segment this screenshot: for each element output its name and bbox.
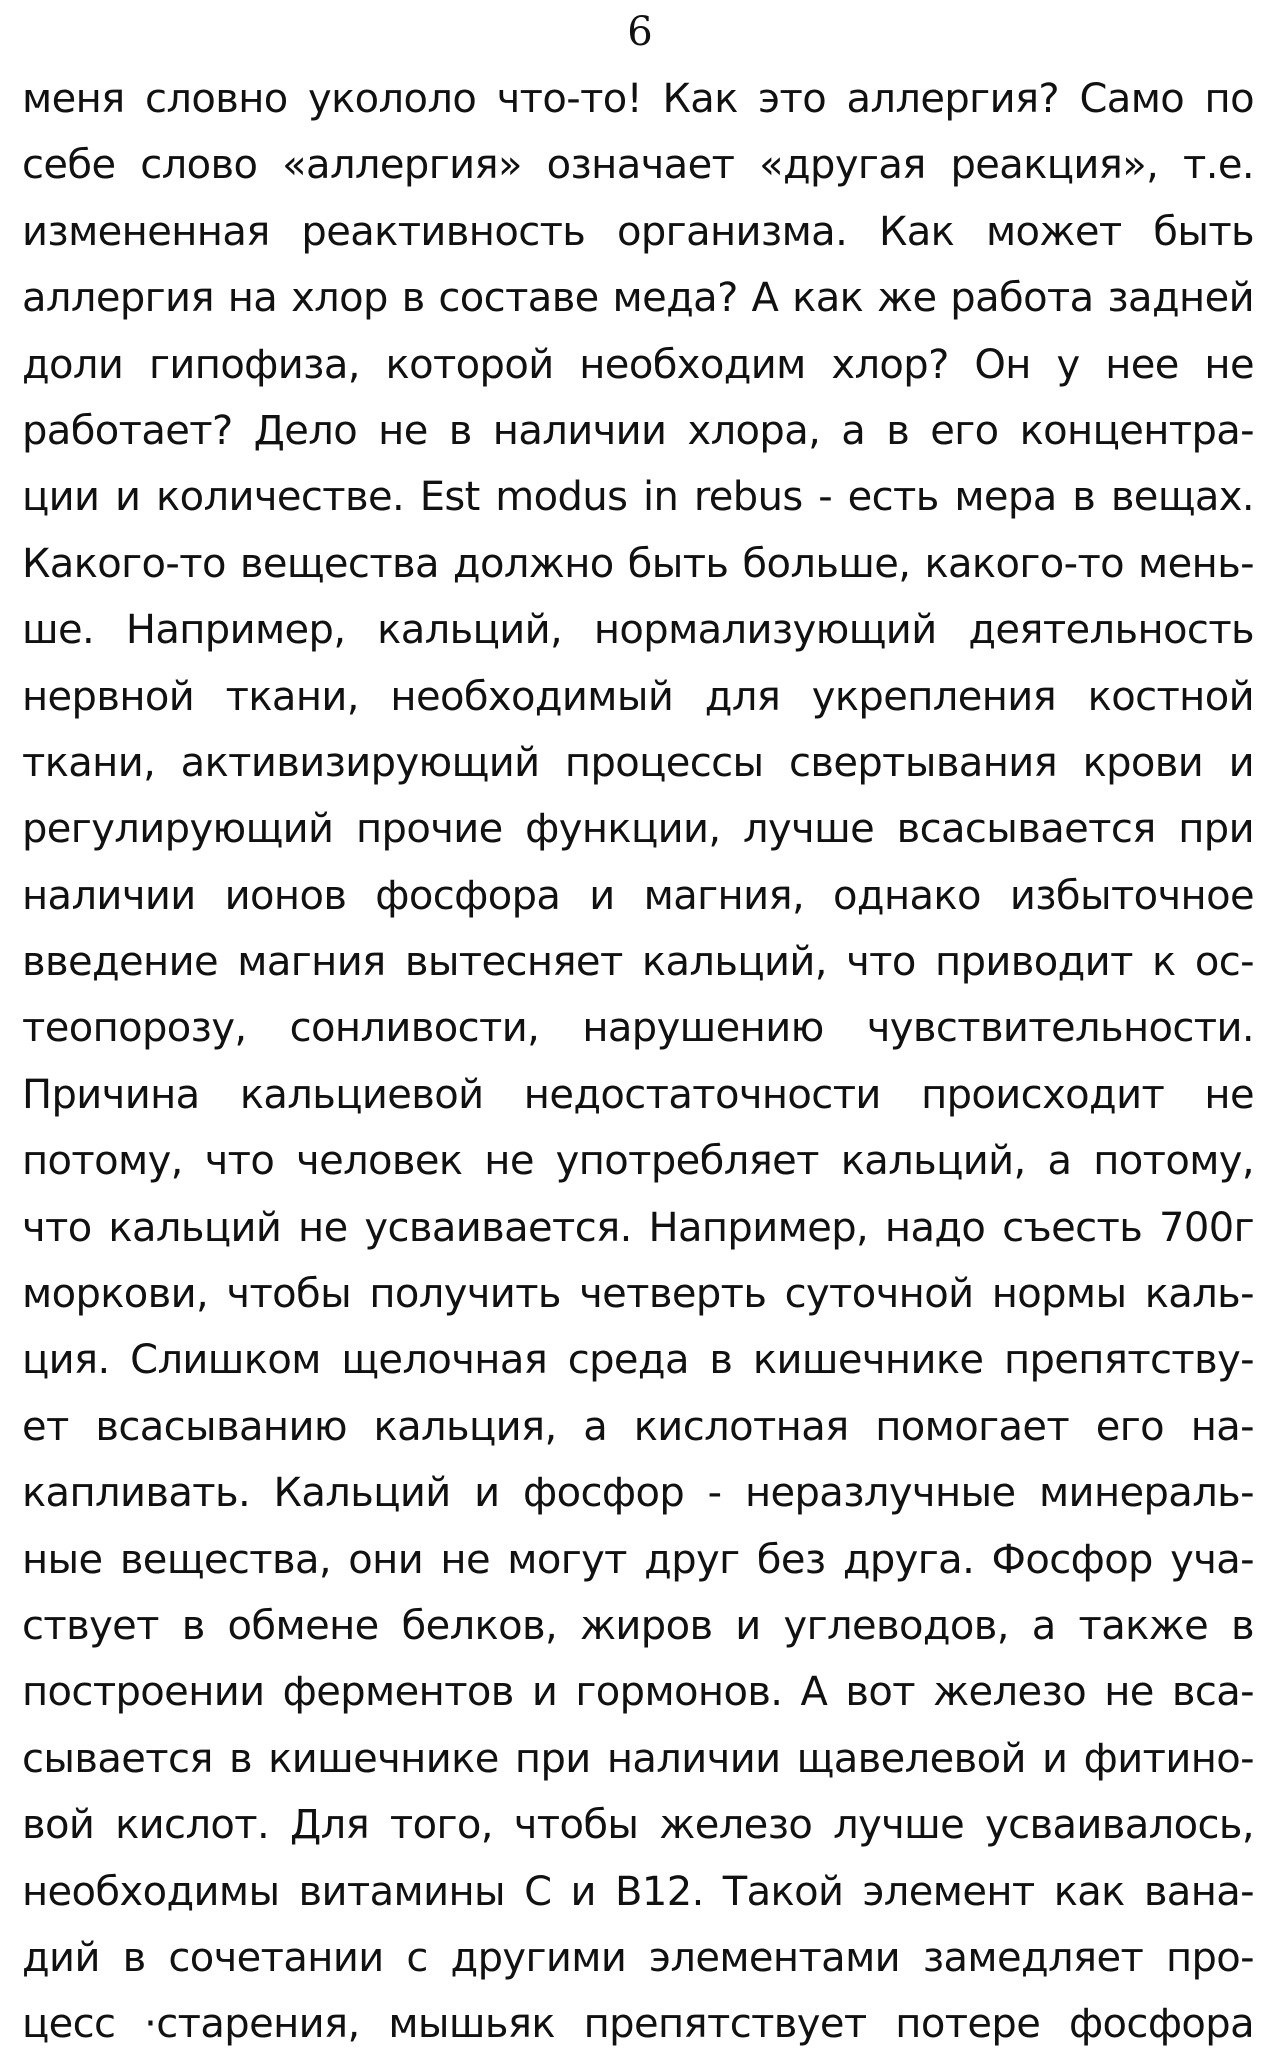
text-line: цесс ·старения, мышьяк препятствует потере фосфора: [22, 2001, 1254, 2048]
text-line: ные вещества, они не могут друг без друга. Фосфор уча-: [22, 1536, 1254, 1583]
text-line: что кальций не усваивается. Например, надо съесть 700г: [22, 1204, 1254, 1251]
text-line: ше. Например, кальций, нормализующий деятельность: [22, 607, 1254, 654]
text-line: ет всасыванию кальция, а кислотная помогает его на-: [22, 1403, 1254, 1450]
text-line: аллергия на хлор в составе меда? А как же работа задней: [22, 275, 1254, 322]
text-line: работает? Дело не в наличии хлора, а в его концентра-: [22, 407, 1254, 454]
text-line: ткани, активизирующий процессы свертывания крови и: [22, 739, 1254, 786]
text-line: введение магния вытесняет кальций, что приводит к ос-: [22, 939, 1254, 986]
text-line: себе слово «аллергия» означает «другая реакция», т.е.: [22, 142, 1254, 189]
text-line: ция. Слишком щелочная среда в кишечнике препятству-: [22, 1337, 1254, 1384]
text-line: дий в сочетании с другими элементами замедляет про-: [22, 1934, 1254, 1981]
text-line: моркови, чтобы получить четверть суточной нормы каль-: [22, 1271, 1254, 1318]
text-line: Причина кальциевой недостаточности происходит не: [22, 1071, 1254, 1118]
text-line: меня словно укололо что-то! Как это аллергия? Само по: [22, 76, 1254, 122]
text-line: вой кислот. Для того, чтобы железо лучше усваивалось,: [22, 1802, 1254, 1849]
text-line: Какого-то вещества должно быть больше, какого-то мень-: [22, 540, 1254, 587]
text-line: теопорозу, сонливости, нарушению чувствительности.: [22, 1005, 1254, 1052]
text-line: доли гипофиза, которой необходим хлор? Он у нее не: [22, 341, 1254, 388]
text-line: необходимы витамины С и В12. Такой элемент как вана-: [22, 1868, 1254, 1915]
text-line: ции и количестве. Est modus in rebus - есть мера в вещах.: [22, 474, 1254, 521]
text-line: измененная реактивность организма. Как может быть: [22, 208, 1254, 255]
text-line: регулирующий прочие функции, лучше всасывается при: [22, 806, 1254, 853]
text-line: построении ферментов и гормонов. А вот железо не вса-: [22, 1669, 1254, 1716]
text-line: ствует в обмене белков, жиров и углеводов, а также в: [22, 1602, 1254, 1649]
page-text: [22, 66, 1254, 2058]
text-line: нервной ткани, необходимый для укрепления костной: [22, 673, 1254, 720]
text-line: потому, что человек не употребляет кальций, а потому,: [22, 1138, 1254, 1185]
text-line: наличии ионов фосфора и магния, однако избыточное: [22, 872, 1254, 919]
text-line: сывается в кишечнике при наличии щавелевой и фитино-: [22, 1735, 1254, 1782]
page-number: 6: [627, 9, 653, 55]
text-line: капливать. Кальций и фосфор - неразлучные минераль-: [22, 1470, 1254, 1517]
